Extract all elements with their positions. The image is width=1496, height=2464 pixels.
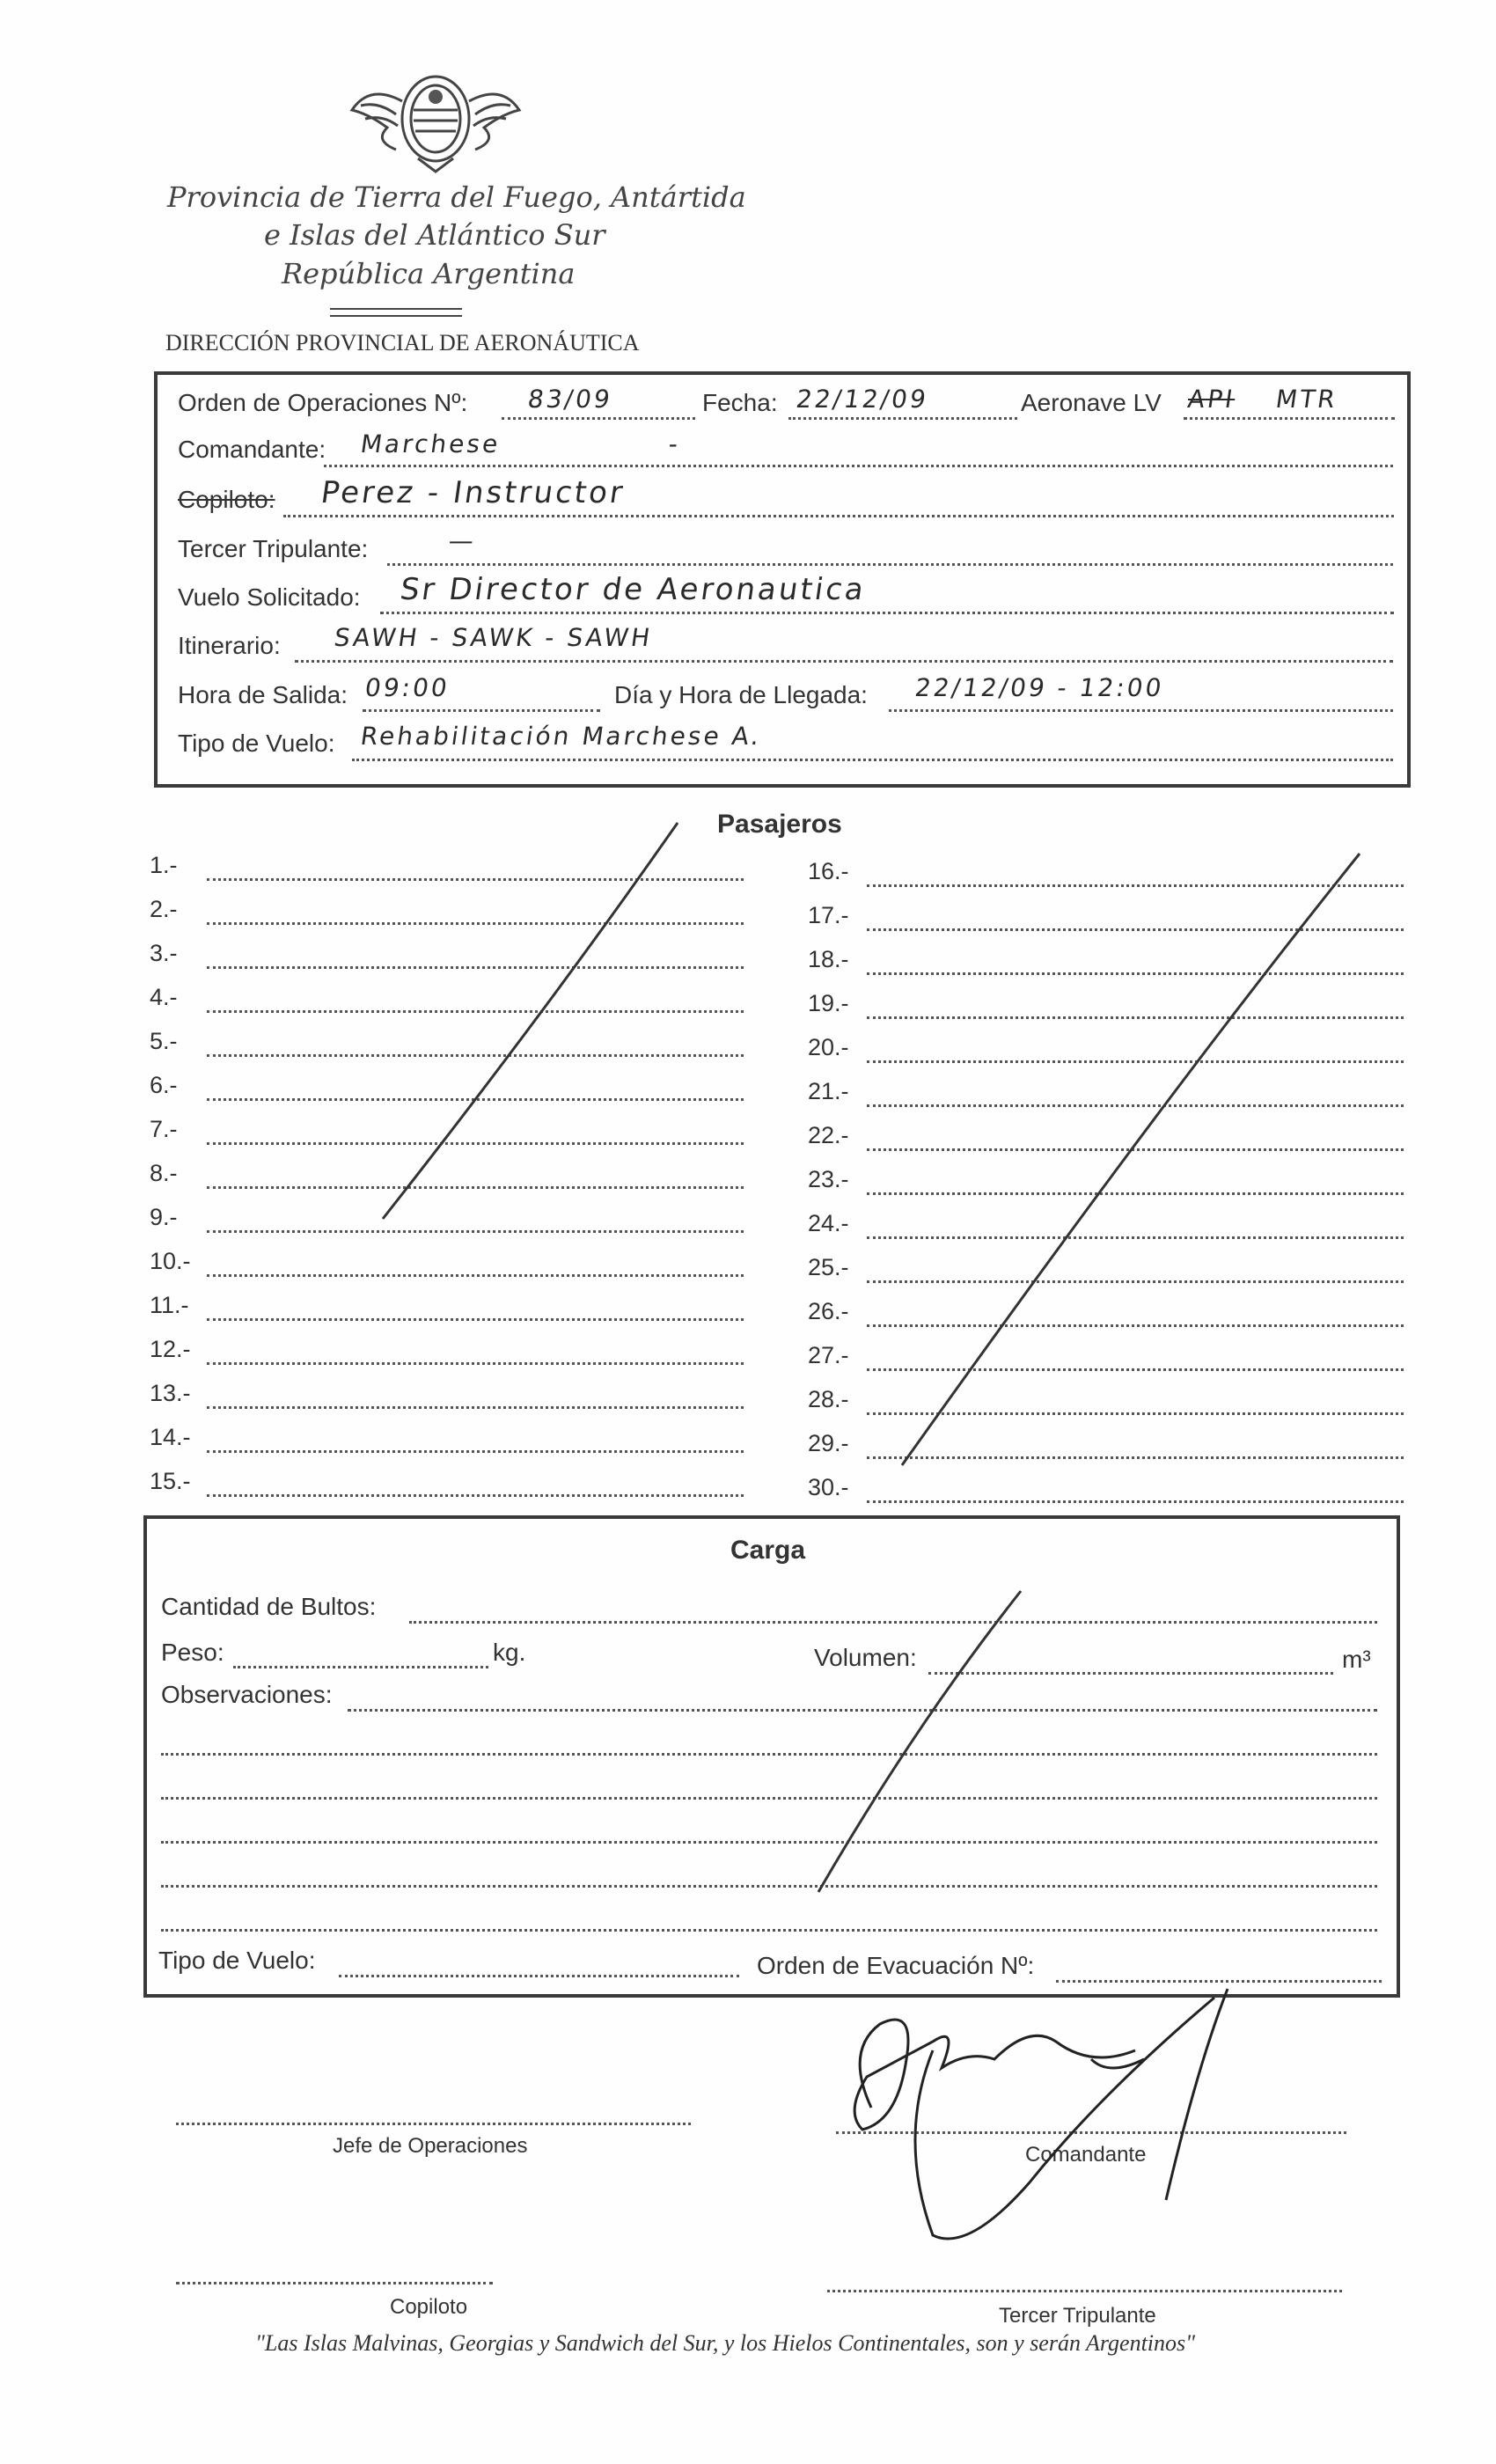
comandante-signature-label: Comandante [1025, 2143, 1147, 2167]
copiloto-label: Copiloto: [178, 486, 275, 513]
comandante-value[interactable]: Marchese [358, 429, 502, 458]
comandante-dash: - [666, 429, 683, 458]
carga-title: Carga [730, 1536, 806, 1565]
pasajero-right-number-4: 20.- [808, 1034, 849, 1060]
carga-tipo-label: Tipo de Vuelo: [158, 1947, 316, 1974]
aeronave-label: Aeronave LV [1021, 389, 1162, 416]
pasajero-right-number-11: 27.- [808, 1342, 849, 1368]
pasajero-left-number-12: 13.- [150, 1380, 191, 1406]
aeronave-struck: API [1185, 385, 1237, 414]
tipo-value[interactable]: Rehabilitación Marchese A. [358, 722, 764, 751]
llegada-value[interactable]: 22/12/09 - 12:00 [913, 673, 1166, 702]
evacuacion-label: Orden de Evacuación Nº: [757, 1952, 1035, 1979]
salida-value[interactable]: 09:00 [363, 673, 452, 702]
fecha-value[interactable]: 22/12/09 [794, 385, 931, 414]
volumen-unit: m³ [1342, 1646, 1371, 1673]
pasajero-right-number-8: 24.- [808, 1210, 849, 1236]
volumen-label: Volumen: [814, 1644, 917, 1671]
pasajero-left-number-8: 9.- [150, 1204, 178, 1230]
peso-unit: kg. [493, 1639, 526, 1666]
pasajero-right-number-5: 21.- [808, 1078, 849, 1104]
pasajero-left-number-0: 1.- [150, 852, 178, 878]
copiloto-value[interactable]: Perez - Instructor [319, 475, 627, 510]
pasajero-right-number-13: 29.- [808, 1430, 849, 1456]
pasajero-right-number-1: 17.- [808, 902, 849, 928]
salida-label: Hora de Salida: [178, 681, 348, 708]
direction-title: DIRECCIÓN PROVINCIAL DE AERONÁUTICA [165, 330, 640, 356]
pasajero-left-number-4: 5.- [150, 1028, 178, 1054]
pasajero-right-number-6: 22.- [808, 1122, 849, 1148]
peso-label: Peso: [161, 1639, 224, 1666]
header-line-3: República Argentina [282, 257, 576, 290]
fecha-label: Fecha: [702, 389, 778, 416]
tipo-label: Tipo de Vuelo: [178, 730, 335, 757]
pasajero-right-number-10: 26.- [808, 1298, 849, 1324]
pasajero-right-number-12: 28.- [808, 1386, 849, 1412]
footer-motto: "Las Islas Malvinas, Georgias y Sandwich del Sur, y los Hielos Continentales, son y serán Argentinos" [255, 2330, 1196, 2356]
pasajero-left-number-6: 7.- [150, 1116, 178, 1142]
aeronave-value[interactable]: MTR [1273, 385, 1340, 414]
pasajero-left-number-7: 8.- [150, 1160, 178, 1186]
pasajero-left-number-14: 15.- [150, 1468, 191, 1494]
jefe-operaciones-label: Jefe de Operaciones [333, 2134, 528, 2158]
comandante-label: Comandante: [178, 436, 326, 463]
pasajero-left-number-11: 12.- [150, 1336, 191, 1362]
itinerario-value[interactable]: SAWH - SAWK - SAWH [332, 623, 655, 652]
pasajero-left-number-9: 10.- [150, 1248, 191, 1274]
pasajero-right-number-2: 18.- [808, 946, 849, 972]
pasajero-right-number-14: 30.- [808, 1474, 849, 1500]
tercer-value[interactable]: — [446, 526, 479, 555]
tercer-tripulante-signature-label: Tercer Tripulante [999, 2304, 1156, 2328]
pasajero-right-number-3: 19.- [808, 990, 849, 1016]
pasajero-left-number-1: 2.- [150, 896, 178, 922]
header-line-2: e Islas del Atlántico Sur [264, 218, 605, 252]
vuelo-value[interactable]: Sr Director de Aeronautica [398, 572, 869, 607]
header-line-1: Provincia de Tierra del Fuego, Antártida [167, 180, 746, 214]
pasajero-left-number-10: 11.- [150, 1292, 189, 1318]
pasajero-left-number-5: 6.- [150, 1072, 178, 1098]
orden-value[interactable]: 83/09 [525, 385, 615, 414]
bultos-label: Cantidad de Bultos: [161, 1593, 377, 1620]
orden-label: Orden de Operaciones Nº: [178, 389, 468, 416]
pasajero-right-number-7: 23.- [808, 1166, 849, 1192]
pasajero-left-number-3: 4.- [150, 984, 178, 1010]
pasajero-right-number-9: 25.- [808, 1254, 849, 1280]
pasajeros-title: Pasajeros [717, 810, 842, 839]
tercer-label: Tercer Tripulante: [178, 535, 369, 562]
llegada-label: Día y Hora de Llegada: [614, 681, 868, 708]
pasajero-left-number-13: 14.- [150, 1424, 191, 1450]
pasajero-left-number-2: 3.- [150, 940, 178, 966]
observaciones-label: Observaciones: [161, 1681, 333, 1708]
itinerario-label: Itinerario: [178, 632, 281, 659]
pasajero-right-number-0: 16.- [808, 858, 849, 884]
vuelo-label: Vuelo Solicitado: [178, 583, 361, 611]
copiloto-signature-label: Copiloto [390, 2295, 468, 2319]
